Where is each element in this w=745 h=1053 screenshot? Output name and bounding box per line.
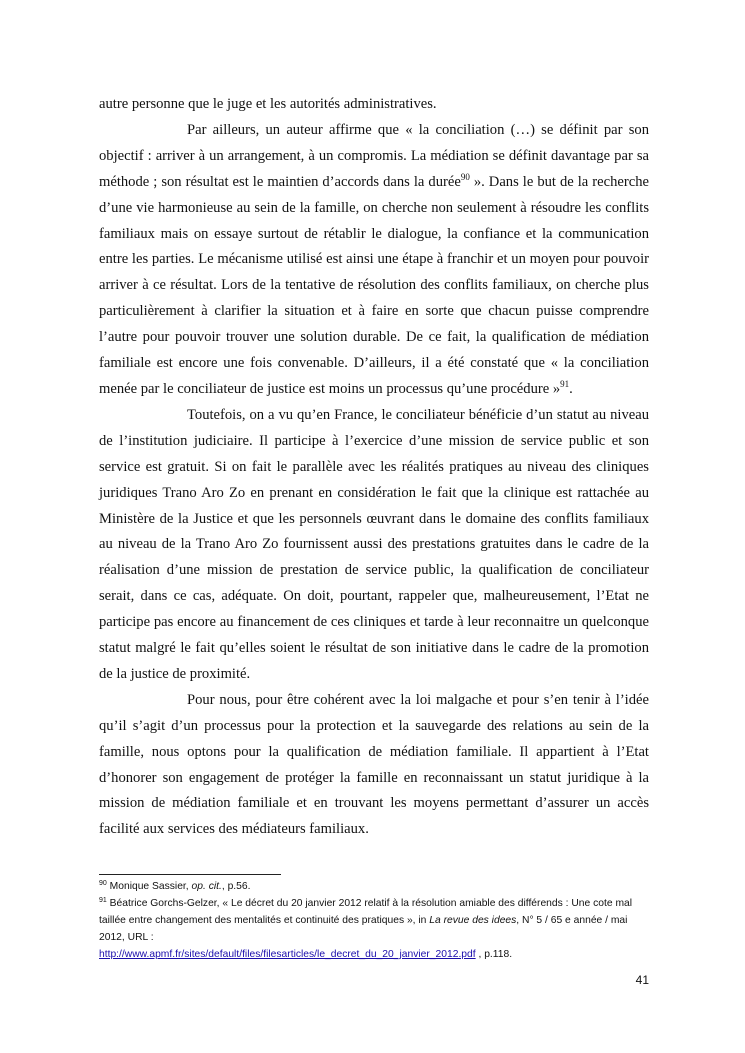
footnote-91 — [99, 895, 649, 963]
footnote-separator — [99, 874, 281, 875]
footnote-text: Monique Sassier, — [106, 881, 192, 892]
footnote-text: Béatrice Gorchs-Gelzer, « Le décret du 20 janvier 2012 relatif à la résolution amiable des différends : Une cote mal taillée entre changement des mentalités et continuité des pratiques », in — [99, 898, 633, 926]
paragraph-text: ». Dans le but de la recherche d’une vie harmonieuse au sein de la famille, on cherche non seulement à résoudre les conflits familiaux mais on essaye surtout de rétablir le dialogue, la confiance et la communication entre les parties. Le mécanisme utilisé est ainsi une étape à franchir et un moyen pour pouvoir arriver à ce résultat. Lors de la tentative de résolution des conflits familiaux, on cherche plus particulièrement à clarifier la situation et à faire en sorte que chacun puisse comprendre l’autre pour pouvoir trouver une solution durable. De ce fait, la qualification de médiation familiale est encore une fois convenable. D’ailleurs, il a été constaté que « la conciliation menée par le conciliateur de justice est moins un processus qu’une procédure » — [99, 173, 649, 397]
footnote-text: , p.56. — [221, 881, 251, 892]
footnotes — [99, 878, 649, 963]
footnote-ref-90[interactable]: 90 — [460, 171, 470, 182]
paragraph: Pour nous, pour être cohérent avec la loi malgache et pour s’en tenir à l’idée qu’il s’agit d’un processus pour la protection et la sauvegarde des relations au sein de la famille, nous optons pour la qualification de médiation familiale. Il appartient à l’Etat d’honorer son engagement de protéger la famille en reconnaissant un statut juridique à la mission de médiation familiale et en trouvant les moyens permettant d’assurer un accès facilité aux services des médiateurs familiaux. — [99, 691, 649, 838]
footnote-text: , N° 5 / 65 e année / mai 2012, URL : — [99, 915, 628, 943]
paragraph: Toutefois, on a vu qu’en France, le conciliateur bénéficie d’un statut au niveau de l’institution judiciaire. Il participe à l’exercice d’une mission de service public et son service est gratuit. Si on fait le parallèle avec les réalités pratiques au niveau des cliniques juridiques Trano Aro Zo en prenant en considération le fait que la clinique est rattachée au Ministère de la Justice et que les personnels œuvrant dans le domaine des conflits familiaux au niveau de la Trano Aro Zo fournissent aussi des prestations gratuites dans le cadre de la réalisation d’une mission de prestation de service public, la qualification de conciliateur serait, dans ce cas, adéquate. On doit, pourtant, rappeler que, malheureusement, l’Etat ne participe pas encore au financement de ces cliniques et tarde à leur reconnaitre un quelconque statut malgré le fait qu’elles soient le résultat de son initiative dans le cadre de la promotion de la justice de proximité. — [99, 406, 649, 682]
footnote-number: 90 — [99, 880, 107, 887]
paragraph-text: Par ailleurs, un auteur affirme que « la conciliation (…) se définit par son objectif : arriver à un arrangement, à un compromis. La médiation se définit davantage par sa méthode ; son résultat est le maintien d’accords dans la durée — [99, 121, 649, 190]
page-number: 41 — [635, 973, 649, 987]
footnote-ref-italic: op. cit. — [191, 881, 222, 892]
footnote-ref-91[interactable]: 91 — [560, 378, 570, 389]
paragraph-continuation: autre personne que le juge et les autorités administratives. — [99, 96, 437, 112]
footnote-url-link[interactable]: http://www.apmf.fr/sites/default/files/filesarticles/le_decret_du_20_janvier_2012.pdf — [99, 949, 476, 960]
footnote-90 — [99, 878, 649, 895]
footnote-text: , p.118. — [475, 949, 513, 960]
footnote-number: 91 — [99, 897, 107, 904]
journal-title: La revue des idees — [429, 915, 517, 926]
body-text — [99, 92, 649, 843]
paragraph — [99, 118, 649, 403]
paragraph-text: . — [569, 380, 573, 397]
